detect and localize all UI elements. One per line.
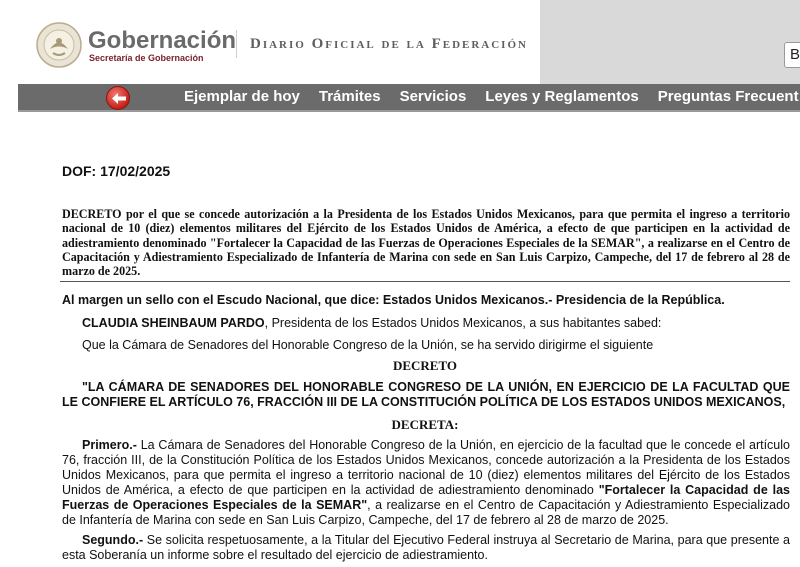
president-name: CLAUDIA SHEINBAUM PARDO (82, 316, 265, 330)
segundo-label: Segundo.- (82, 533, 144, 547)
primero-bold: "Fortalecer la Capacidad de las Fuerzas de Operaciones Especiales de la SEMAR" (62, 483, 790, 512)
decreto-heading: DECRETO (392, 358, 458, 373)
camara-caps-paragraph (62, 380, 790, 410)
brand-title[interactable]: Gobernación (88, 27, 237, 54)
decree-title: DECRETO por el que se concede autorización a la Presidenta de los Estados Unidos Mexicanos, para que permita el ingreso a territorio nacional de 10 (diez) elementos militares del Ejército de los Estados Unidos de América, a efecto de que participen en la actividad de adiestramiento denominado "Fortalecer la Capacidad de las Fuerzas de Operaciones Especiales de la SEMAR", a realizarse en el Centro de Capacitación y Adiestramiento Especializado de Infantería de Marina con sede en San Luis Carpizo, Campeche, del 17 de febrero al 28 de marzo de 2025. (62, 207, 790, 279)
nav-item-servicios[interactable]: Servicios (399, 88, 467, 105)
search-input[interactable]: B (784, 42, 800, 68)
publication-title[interactable]: Diario Oficial de la Federación (250, 36, 528, 52)
header-banner-area (540, 0, 800, 84)
primero-text-b: , a realizarse en el Centro de Capacitación y Adiestramiento Especializado de Infantería de Marina con sede en San Luis Carpizo, Campeche, del 17 de febrero al 28 de marzo de 2025. (62, 498, 790, 527)
decreta-heading: DECRETA: (391, 417, 459, 432)
nav-menu (184, 88, 799, 105)
back-arrow-icon (111, 92, 127, 105)
camara-caps-text: "LA CÁMARA DE SENADORES DEL HONORABLE CONGRESO DE LA UNIÓN, EN EJERCICIO DE LA FACULTAD QUE LE CONFIERE EL ARTÍCULO 76, FRACCIÓN III DE LA CONSTITUCIÓN POLÍTICA DE LOS ESTADOS UNIDOS MEXICANOS, (62, 380, 790, 409)
header-divider (236, 30, 237, 58)
back-button[interactable] (106, 86, 130, 110)
camara-intro: Que la Cámara de Senadores del Honorable Congreso de la Unión, se ha servido dirigirme el siguiente (82, 338, 654, 352)
article-primero (62, 438, 790, 528)
nav-item-ejemplar[interactable]: Ejemplar de hoy (184, 88, 300, 105)
president-text: , Presidenta de los Estados Unidos Mexicanos, a sus habitantes sabed: (264, 316, 662, 330)
primero-text-a: La Cámara de Senadores del Honorable Congreso de la Unión, en ejercicio de la facultad que le concede el artículo 76, fracción III, de la Constitución Política de los Estados Unidos Mexicanos, concede autorización a la Presidenta de los Estados Unidos Mexicanos, para que permita el ingreso a territorio nacional de 10 (diez) elementos militares del Ejército de los Estados Unidos de América, a efecto de que participen en la actividad de adiestramiento denominado (62, 438, 790, 497)
nav-item-leyes[interactable]: Leyes y Reglamentos (485, 88, 639, 105)
primero-label: Primero.- (82, 438, 137, 452)
dof-date: DOF: 17/02/2025 (62, 163, 171, 179)
brand-subtitle: Secretaría de Gobernación (89, 53, 204, 63)
nav-item-preguntas[interactable]: Preguntas Frecuent (657, 88, 799, 105)
segundo-text: Se solicita respetuosamente, a la Titular del Ejecutivo Federal instruya al Secretario de Marina, para que presente a esta Soberanía un informe sobre el resultado del ejercicio de adiestramiento. (62, 533, 790, 562)
national-seal-icon (36, 22, 82, 68)
margin-seal-note: Al margen un sello con el Escudo Nacional, que dice: Estados Unidos Mexicanos.- Presidencia de la República. (62, 293, 725, 307)
title-divider (60, 281, 790, 282)
president-line (82, 316, 661, 330)
article-segundo (62, 533, 790, 563)
nav-item-tramites[interactable]: Trámites (318, 88, 381, 105)
